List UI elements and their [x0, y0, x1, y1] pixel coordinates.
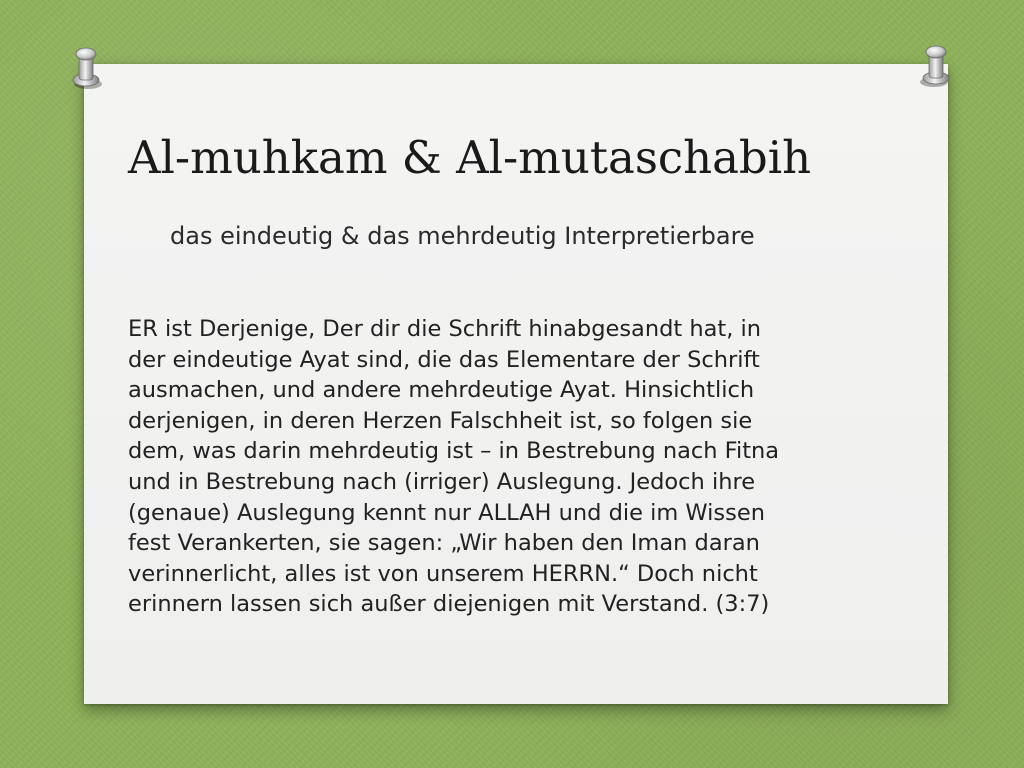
body-line: und in Bestrebung nach (irriger) Auslegung. Jedoch ihre	[128, 468, 756, 495]
slide-subtitle: das eindeutig & das mehrdeutig Interpretierbare	[170, 222, 755, 250]
slide-body	[128, 314, 918, 620]
body-line: derjenigen, in deren Herzen Falschheit ist, so folgen sie	[128, 407, 753, 434]
slide-title: Al-muhkam & Al-mutaschabih	[128, 131, 812, 184]
body-line: fest Verankerten, sie sagen: „Wir haben den Iman daran	[128, 530, 760, 557]
push-pin-icon	[66, 42, 106, 92]
body-line: (genaue) Auslegung kennt nur ALLAH und die im Wissen	[128, 499, 765, 526]
body-line: verinnerlicht, alles ist von unserem HERRN.“ Doch nicht	[128, 560, 758, 587]
body-line: erinnern lassen sich außer diejenigen mit Verstand. (3:7)	[128, 591, 770, 618]
push-pin-icon	[916, 40, 956, 90]
body-line: ausmachen, und andere mehrdeutige Ayat. Hinsichtlich	[128, 377, 755, 404]
body-line: ER ist Derjenige, Der dir die Schrift hinabgesandt hat, in	[128, 316, 762, 342]
body-line: der eindeutige Ayat sind, die das Elementare der Schrift	[128, 346, 760, 373]
body-line: dem, was darin mehrdeutig ist – in Bestrebung nach Fitna	[128, 438, 780, 465]
slide-paper	[84, 64, 948, 704]
